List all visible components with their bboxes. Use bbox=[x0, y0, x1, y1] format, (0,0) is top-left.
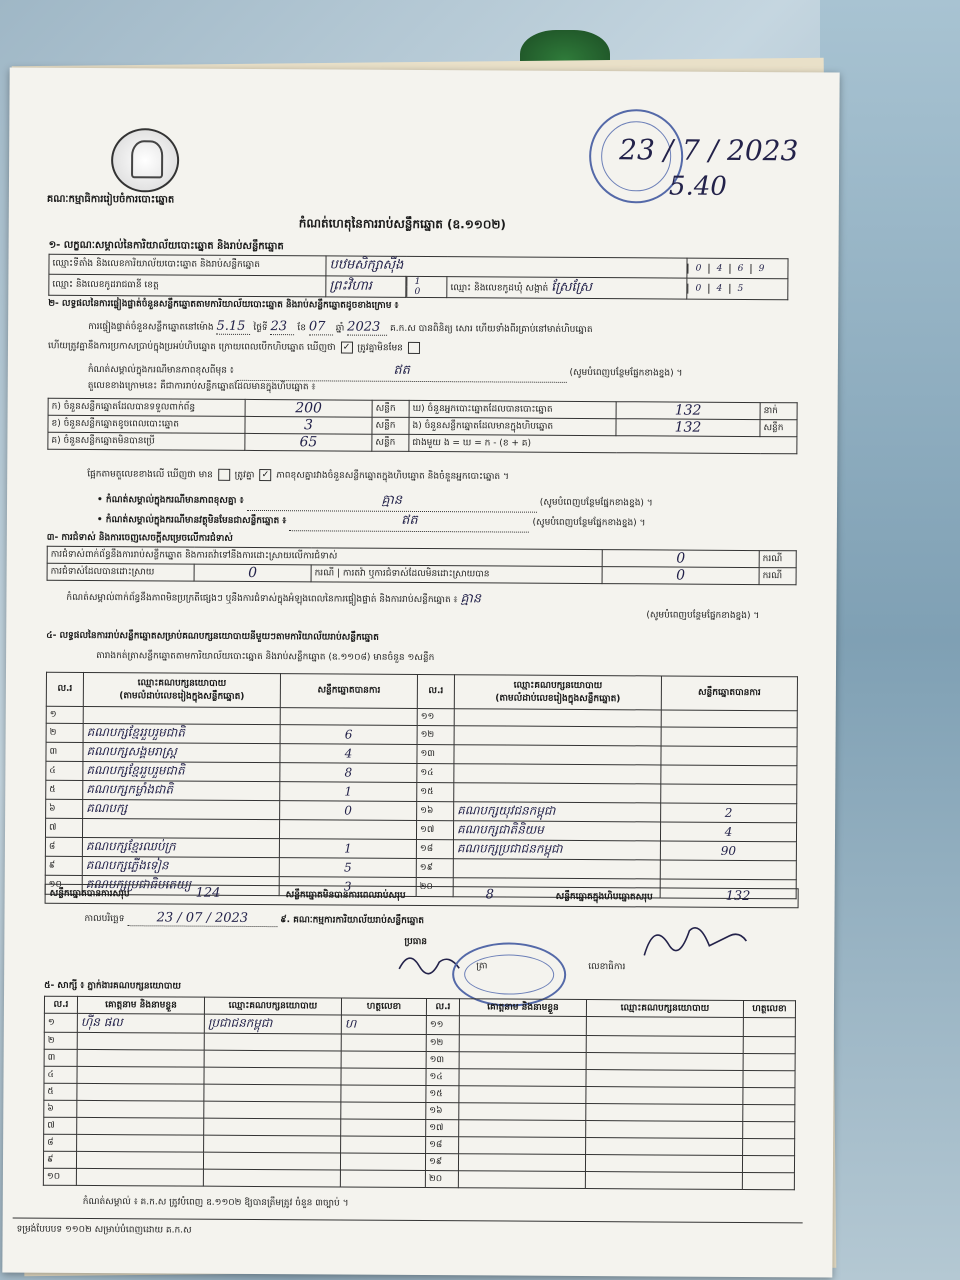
count-table: ក) ចំនួនសន្លឹកឆ្នោតដែលបានទទួលពាក់ព័ន្ធ 200 សន្លឹក ឃ) ចំនួនអ្នកបោះឆ្នោតដែលបានបោះឆ្នោត 132 នាក់ ខ) ចំនួនសន្លឹកឆ្នោតខូចពេលបោះឆ្នោត 3 សន្លឹក ង) ចំនួនសន្លឹកឆ្នោតដែលមានក្នុងហិបឆ្នោត 132 សន្លឹក គ) ចំនួនសន្លឹកឆ្នោតមិនបានប្រើ 65 សន្លឹក ជាងមួយ ង = ឃ = ក - (ខ + គ) bbox=[47, 398, 797, 455]
party-name bbox=[83, 706, 280, 724]
row-number: ១១ bbox=[426, 1016, 459, 1035]
witness-name bbox=[458, 1154, 585, 1172]
party-name: គណបក្សជាតិនិយម bbox=[453, 821, 660, 841]
verify-day: 23 bbox=[270, 319, 294, 335]
row-number: ៦ bbox=[46, 799, 83, 818]
vote-count: 4 bbox=[280, 744, 417, 764]
row-number: ៥ bbox=[44, 1083, 77, 1100]
witness-party bbox=[204, 1050, 341, 1068]
witness-signature bbox=[341, 1068, 426, 1086]
row-number: ១ bbox=[46, 706, 83, 723]
party-name: គណបក្សភ្លើងទៀន bbox=[82, 856, 279, 876]
form-note: កំណត់សម្គាល់ ៖ គ.ក.ស ត្រូវបំពេញ ឧ.១១០២ ឱ្យបានត្រឹមត្រូវ ចំនួន ៣ច្បាប់ ។ bbox=[82, 1196, 349, 1209]
witness-name bbox=[77, 1134, 204, 1152]
witness-name bbox=[458, 1171, 585, 1189]
province-value: ព្រះវិហារ bbox=[326, 276, 406, 297]
row-number: ៨ bbox=[45, 837, 82, 856]
secretary-label: លេខាធិការ bbox=[588, 962, 626, 973]
commune-code: 0 4 5 bbox=[687, 278, 788, 300]
vote-count: 6 bbox=[280, 725, 417, 745]
witness-signature bbox=[341, 1102, 426, 1120]
witness-party bbox=[586, 1036, 743, 1054]
objection-value: 0 bbox=[602, 550, 759, 568]
witness-party bbox=[204, 1084, 341, 1102]
witness-signature bbox=[341, 1034, 426, 1052]
witness-party bbox=[204, 1118, 341, 1136]
objection-note: កំណត់សម្គាល់ពាក់ព័ន្ធនឹងភាពមិនប្រក្រតីផ្សេងៗ ឬនឹងការជំទាស់ក្នុងអំឡុងពេលនៃការផ្ទៀងផ្ទាត់ និងការរាប់សន្លឹកឆ្នោត ៖ គ្មាន bbox=[66, 591, 482, 607]
verify-time: 5.15 bbox=[216, 319, 250, 335]
inbox-value: 132 bbox=[616, 419, 760, 437]
party-name bbox=[82, 818, 279, 838]
received-label: ក) ចំនួនសន្លឹកឆ្នោតដែលបានទទួលពាក់ព័ន្ធ bbox=[48, 398, 245, 416]
received-value: 200 bbox=[245, 399, 372, 417]
row-number: ៣ bbox=[46, 742, 83, 761]
row-number: ១៣ bbox=[426, 1052, 459, 1069]
row-number: ១០ bbox=[45, 875, 82, 894]
witness-party bbox=[586, 1087, 743, 1105]
vote-count: 5 bbox=[279, 858, 416, 878]
voters-label: ឃ) ចំនួនអ្នកបោះឆ្នោតដែលបានបោះឆ្នោត bbox=[409, 400, 616, 418]
witness-name bbox=[459, 1052, 586, 1070]
row-number: ៩ bbox=[43, 1151, 76, 1168]
party-name: គណបក្សសង្គមរាស្ត្រ bbox=[83, 742, 280, 762]
witness-name bbox=[76, 1151, 203, 1169]
table-row bbox=[43, 1168, 794, 1190]
vote-count bbox=[661, 727, 797, 747]
vote-count: 2 bbox=[661, 803, 797, 823]
witness-signature bbox=[341, 1136, 426, 1154]
commune-label: ឈ្មោះ និងលេខកូដឃុំ សង្កាត់ bbox=[450, 282, 549, 294]
row-number: ១៦ bbox=[417, 801, 454, 820]
party-name bbox=[454, 764, 661, 784]
location-label: ឈ្មោះទីតាំង និងលេខការិយាល័យបោះឆ្នោត និងរាប់សន្លឹកឆ្នោត bbox=[49, 254, 326, 276]
section1-heading: ១- លក្ខណៈសម្គាល់នៃការិយាល័យបោះឆ្នោត និងរាប់សន្លឹកឆ្នោត bbox=[48, 239, 284, 253]
witness-signature bbox=[743, 1138, 795, 1155]
section2-heading: ២- លទ្ធផលនៃការផ្ទៀងផ្ទាត់ចំនួនសន្លឹកឆ្នោតតាមការិយាល័យបោះឆ្នោត និងរាប់សន្លឹកឆ្នោតដូចខាងក្រោម ៖ bbox=[48, 298, 399, 311]
verify-year: 2023 bbox=[347, 320, 387, 336]
vote-count: 4 bbox=[660, 822, 796, 842]
witness-signature bbox=[743, 1036, 795, 1053]
witness-signature bbox=[742, 1155, 794, 1172]
row-number: ១៩ bbox=[425, 1154, 458, 1171]
witness-name bbox=[77, 1100, 204, 1118]
count-date: 23 / 07 / 2023 bbox=[127, 910, 277, 927]
row-number: ១៥ bbox=[426, 1086, 459, 1103]
province-label: ឈ្មោះ និងលេខកូដរាជធានី ខេត្ត bbox=[49, 274, 326, 297]
party-name bbox=[454, 783, 661, 803]
witness-party bbox=[586, 1138, 743, 1156]
seal-label: ត្រា bbox=[476, 961, 488, 972]
witness-name bbox=[459, 1137, 586, 1155]
unused-label: គ) ចំនួនសន្លឹកឆ្នោតមិនបានប្រើ bbox=[48, 432, 245, 450]
verify-month: 07 bbox=[309, 319, 333, 335]
section3-heading: ៣- ការជំទាស់ និងការចេញសេចក្តីសម្រេចលើការជំទាស់ bbox=[46, 532, 233, 544]
vote-count: 8 bbox=[280, 763, 417, 783]
form-footer: ទម្រង់បែបបទ ១១០២ សម្រាប់បំពេញដោយ គ.ក.ស bbox=[16, 1224, 192, 1236]
row-number: ៣ bbox=[44, 1049, 77, 1066]
row-number: ១០ bbox=[43, 1168, 76, 1185]
witness-party bbox=[204, 1101, 341, 1119]
party-name bbox=[454, 726, 661, 746]
committee-stamp bbox=[452, 942, 566, 1007]
resolved-label: ការជំទាស់ដែលបានដោះស្រាយ bbox=[47, 563, 194, 581]
unresolved-value: 0 bbox=[602, 567, 759, 585]
witness-signature bbox=[743, 1104, 795, 1121]
witness-signature bbox=[743, 1017, 795, 1036]
witness-name bbox=[459, 1086, 586, 1104]
resolved-value: 0 bbox=[194, 564, 311, 582]
witness-party bbox=[586, 1121, 743, 1139]
footer-divider bbox=[13, 1218, 803, 1224]
row-number: ១១ bbox=[417, 708, 454, 725]
section5-heading: ៥- សាក្សី ៖ ភ្នាក់ងារគណបក្សនយោបាយ bbox=[44, 980, 182, 992]
row-number: ១៩ bbox=[416, 858, 453, 877]
witness-name bbox=[459, 1103, 586, 1121]
stamp-date: 23 / 7 / 2023 bbox=[619, 133, 799, 168]
ballot-count-form bbox=[2, 67, 839, 1277]
count-intro: តួលេខខាងក្រោមនេះ គឺជាការរាប់សន្លឹកឆ្នោតដែលមានក្នុងហិបឆ្នោត ៖ bbox=[87, 380, 316, 393]
total-inbox: 132 bbox=[725, 888, 751, 905]
nec-emblem-icon bbox=[111, 128, 179, 192]
total-invalid: 8 bbox=[485, 887, 494, 903]
witness-party bbox=[585, 1172, 742, 1190]
results-table: ល.រ ឈ្មោះគណបក្សនយោបាយ (តាមលំដាប់លេខរៀងក្នុងសន្លឹកឆ្នោត) សន្លឹកឆ្នោតបានការ ល.រ ឈ្មោះគណបក្សនយោបាយ (តាមលំដាប់លេខរៀងក្នុងសន្លឹកឆ្នោត) សន្លឹកឆ្នោតបានការ ១ ១១ ២ គណបក្សខ្មែររួបរួមជាតិ 6 ១២ ៣ គណបក្សសង្គមរាស្ត្រ 4 ១៣ ៤ គណបក្សខ្មែររួបរួមជាតិ 8 ១៤ ៥ គណបក្សកម្លាំងជាតិ 1 ១៥ ៦ គណបក្ស 0 ១៦ គណបក្សយុវជនកម្ពុជា 2 ៧ ១៧ គណបក្សជាតិនិយម 4 ៨ គណបក្សខ្មែរឈប់ក្រ 1 ១៨ គណបក្សប្រជាជនកម្ពុជា 90 ៩ គណបក្សភ្លើងទៀន 5 ១៩ ១០ គណបក្សប្រជាធិបតេយ្យ 3 ២០ bbox=[45, 672, 798, 900]
row-number: ១៤ bbox=[417, 763, 454, 782]
province-code: 10 bbox=[406, 276, 447, 297]
section4-intro: តារាងកត់ត្រាសន្លឹកឆ្នោតតាមការិយាល័យបោះឆ្នោត និងរាប់សន្លឹកឆ្នោត (ឧ.១១០៨) មានចំនួន ១សន្លឹក bbox=[96, 651, 435, 664]
row-number: ៧ bbox=[45, 818, 82, 837]
row-number: ៦ bbox=[44, 1100, 77, 1117]
vote-count bbox=[279, 820, 416, 840]
witness-party bbox=[204, 1033, 341, 1051]
verify-time-line: ការផ្ទៀងផ្ទាត់ចំនួនសន្លឹកឆ្នោតនៅម៉ោង 5.15 ថ្ងៃទី 23 ខែ 07 ឆ្នាំ 2023 គ.ក.ស បានពិនិត្យ សោរ ហើយទាំងពីរគ្រាប់នៅមាត់ហិបឆ្នោត bbox=[88, 318, 593, 336]
location-value: បឋមសិក្សាស៊ីង bbox=[326, 256, 687, 278]
inbox-label: ង) ចំនួនសន្លឹកឆ្នោតដែលមានក្នុងហិបឆ្នោត bbox=[409, 417, 616, 435]
totals-row: សន្លឹកឆ្នោតបានការសរុប 124 សន្លឹកឆ្នោតមិនបានការពេលរាប់សរុប 8 សន្លឹកឆ្នោតក្នុងហិបឆ្នោតសរុប 132 bbox=[45, 884, 799, 909]
row-number: ១៣ bbox=[417, 744, 454, 763]
vote-count bbox=[661, 765, 797, 785]
vote-count: 1 bbox=[279, 839, 416, 859]
witness-signature bbox=[341, 1085, 426, 1103]
witness-party bbox=[586, 1017, 743, 1037]
party-name: គណបក្សខ្មែរឈប់ក្រ bbox=[82, 837, 279, 857]
witness-name bbox=[76, 1168, 203, 1186]
vote-count bbox=[661, 710, 797, 728]
section4-heading: ៤- លទ្ធផលនៃការរាប់សន្លឹកឆ្នោតសម្រាប់គណបក្សនយោបាយនីមួយៗតាមការិយាល័យរាប់សន្លឹកឆ្នោត bbox=[46, 630, 379, 643]
row-number: ២ bbox=[44, 1032, 77, 1049]
witness-name bbox=[459, 1069, 586, 1087]
party-name: គណបក្សកម្លាំងជាតិ bbox=[83, 780, 280, 800]
witness-name bbox=[459, 1035, 586, 1053]
formula: ជាងមួយ ង = ឃ = ក - (ខ + គ) bbox=[409, 434, 797, 453]
row-number: ១៨ bbox=[416, 839, 453, 858]
witness-party bbox=[586, 1053, 743, 1071]
witness-signature bbox=[743, 1087, 795, 1104]
party-name: គណបក្ស bbox=[83, 799, 280, 819]
row-number: ៥ bbox=[46, 780, 83, 799]
row-number: ៨ bbox=[44, 1134, 77, 1151]
witness-signature bbox=[743, 1121, 795, 1138]
compare-line: ផ្អែកតាមតួលេខខាងលើ ឃើញថា មាន ត្រូវគ្នា ✓ ភាពខុសគ្នារវាងចំនួនសន្លឹកឆ្នោតក្នុងហិបឆ្នោត និងចំនួនអ្នកបោះឆ្នោត ។ bbox=[87, 469, 509, 483]
witness-signature bbox=[743, 1053, 795, 1070]
commune-label-cell bbox=[447, 277, 687, 299]
witness-party: ប្រជាជនកម្ពុជា bbox=[204, 1014, 341, 1034]
witness-party bbox=[204, 1067, 341, 1085]
spoiled-label: ខ) ចំនួនសន្លឹកឆ្នោតខូចពេលបោះឆ្នោត bbox=[48, 415, 245, 433]
party-name: គណបក្សខ្មែររួបរួមជាតិ bbox=[83, 723, 280, 743]
row-number: ១២ bbox=[417, 725, 454, 744]
party-name: គណបក្សប្រជាជនកម្ពុជា bbox=[453, 840, 660, 860]
witness-party bbox=[586, 1104, 743, 1122]
witness-signature bbox=[341, 1051, 426, 1069]
row-number: ១៧ bbox=[426, 1120, 459, 1137]
commune-value: ស្រែស្រែ bbox=[551, 279, 592, 295]
party-name: គណបក្សខ្មែររួបរួមជាតិ bbox=[83, 761, 280, 781]
vote-count: 90 bbox=[660, 841, 796, 861]
date-line: កាលបរិច្ឆេទ 23 / 07 / 2023 ៩. គណៈកម្មការការិយាល័យរាប់សន្លឹកឆ្នោត bbox=[84, 910, 425, 927]
witness-name bbox=[77, 1032, 204, 1050]
vote-count bbox=[280, 708, 417, 726]
witness-name bbox=[459, 1120, 586, 1138]
witness-signature bbox=[743, 1070, 795, 1087]
row-number: ១៤ bbox=[426, 1069, 459, 1086]
objection-fill-note: (សូមបំពេញបន្ថែមផ្នែកខាងខ្នង) ។ bbox=[646, 610, 760, 622]
checkbox-empty[interactable] bbox=[408, 342, 420, 354]
party-name: គណបក្សប្រជាធិបតេយ្យ bbox=[82, 875, 279, 895]
section1-table bbox=[48, 254, 788, 301]
row-number: ២០ bbox=[425, 1171, 458, 1188]
witness-signature bbox=[340, 1170, 425, 1188]
party-name: គណបក្សយុវជនកម្ពុជា bbox=[454, 802, 661, 822]
witness-name bbox=[77, 1117, 204, 1135]
note1-line: • កំណត់សម្គាល់ក្នុងករណីមានភាពខុសគ្នា ៖ គ្មាន (សូមបំពេញបន្ថែមផ្នែកខាងខ្នង) ។ bbox=[97, 490, 797, 514]
vote-count bbox=[661, 746, 797, 766]
voters-value: 132 bbox=[616, 402, 760, 420]
witness-party bbox=[585, 1155, 742, 1173]
witness-name bbox=[77, 1049, 204, 1067]
vote-count: 3 bbox=[279, 877, 416, 897]
witness-signature bbox=[341, 1119, 426, 1137]
witness-signature bbox=[340, 1153, 425, 1171]
total-valid: 124 bbox=[195, 885, 221, 901]
row-number: ៩ bbox=[45, 856, 82, 875]
note2-line: • កំណត់សម្គាល់ក្នុងករណីមានវត្ថុមិនមែនជាសន្លឹកឆ្នោត ៖ ឥត (សូមបំពេញបន្ថែមផ្នែកខាងខ្នង) ។ bbox=[97, 510, 797, 534]
witness-party bbox=[204, 1135, 341, 1153]
row-number: ៧ bbox=[44, 1117, 77, 1134]
row-number: ១៥ bbox=[417, 782, 454, 801]
vote-count: 1 bbox=[280, 782, 417, 802]
row-number: ១ bbox=[44, 1013, 77, 1032]
objection-table: ការជំទាស់ពាក់ព័ន្ធនឹងការរាប់សន្លឹកឆ្នោត និងការតវ៉ាទៅនឹងការដោះស្រាយលើការជំទាស់ 0 ករណី ការជំទាស់ដែលបានដោះស្រាយ 0 ករណី | ការតវ៉ា ឬការជំទាស់ដែលមិនដោះស្រាយបាន 0 ករណី bbox=[47, 546, 797, 586]
org-line: គណៈកម្មាធិការរៀបចំការបោះឆ្នោត bbox=[46, 193, 175, 206]
witness-table: ល.រ គោត្តនាម និងនាមខ្លួន ឈ្មោះគណបក្សនយោបាយ ហត្ថលេខា ល.រ គោត្តនាម និងនាមខ្លួន ឈ្មោះគណបក្សនយោបាយ ហត្ថលេខា ១ ហ៊ីន ផល ប្រជាជនកម្ពុជា ហ ១១ ២ ១២ ៣ ១៣ ៤ ១៤ ៥ ១៥ ៦ ១៦ ៧ ១៧ ៨ ១៨ ៩ ១៩ ១០ ២០ bbox=[43, 996, 796, 1191]
party-name bbox=[453, 859, 660, 879]
row-number: ១៧ bbox=[416, 820, 453, 839]
witness-name bbox=[459, 1016, 586, 1036]
party-name bbox=[454, 745, 661, 765]
witness-name: ហ៊ីន ផល bbox=[77, 1013, 204, 1033]
location-code: 0 4 6 9 bbox=[687, 258, 788, 279]
row-number: ២ bbox=[46, 723, 83, 742]
row-number: ៤ bbox=[46, 761, 83, 780]
vote-count: 0 bbox=[280, 801, 417, 821]
secretary-signature bbox=[634, 915, 754, 966]
witness-party bbox=[203, 1169, 340, 1187]
stamp-time: 5.40 bbox=[668, 171, 727, 202]
row-number: ១៨ bbox=[426, 1137, 459, 1154]
chief-label: ប្រធាន bbox=[404, 936, 428, 948]
unresolved-label: ករណី | ការតវ៉ា ឬការជំទាស់ដែលមិនដោះស្រាយបាន bbox=[311, 565, 602, 584]
witness-name bbox=[77, 1066, 204, 1084]
row-number: ៤ bbox=[44, 1066, 77, 1083]
spoiled-value: 3 bbox=[245, 416, 372, 434]
vote-count bbox=[661, 784, 797, 804]
witness-party bbox=[203, 1152, 340, 1170]
witness-name bbox=[77, 1083, 204, 1101]
vote-count bbox=[660, 860, 796, 880]
objection-label: ការជំទាស់ពាក់ព័ន្ធនឹងការរាប់សន្លឹកឆ្នោត និងការតវ៉ាទៅនឹងការដោះស្រាយលើការជំទាស់ bbox=[47, 546, 602, 566]
party-name bbox=[454, 709, 661, 727]
witness-signature bbox=[742, 1172, 794, 1189]
difference-note-line: កំណត់សម្គាល់ក្នុងករណីមានភាពខុសពីមុន ៖ ឥត (សូមបំពេញបន្ថែមផ្នែកខាងខ្នង) ។ bbox=[88, 360, 788, 384]
form-title: កំណត់ហេតុនៃការរាប់សន្លឹកឆ្នោត (ឧ.១១០២) bbox=[298, 216, 506, 232]
witness-signature: ហ bbox=[341, 1015, 426, 1035]
row-number: ១៦ bbox=[426, 1103, 459, 1120]
witness-party bbox=[586, 1070, 743, 1088]
seal-check-line: ហើយត្រូវគ្នានឹងការប្រកាសប្រាប់ក្នុងប្រអប់ហិបឆ្នោត ក្រោយពេលបើកហិបឆ្នោត ឃើញថា ✓ ត្រូវគ្នាមិនមែន bbox=[48, 340, 808, 358]
checkbox-checked[interactable]: ✓ bbox=[340, 342, 352, 354]
row-number: ២០ bbox=[416, 877, 453, 896]
unused-value: 65 bbox=[245, 433, 372, 451]
checkbox-checked[interactable]: ✓ bbox=[259, 469, 271, 481]
checkbox-empty[interactable] bbox=[218, 469, 230, 481]
background-blue-folder bbox=[820, 0, 960, 1280]
row-number: ១២ bbox=[426, 1035, 459, 1052]
